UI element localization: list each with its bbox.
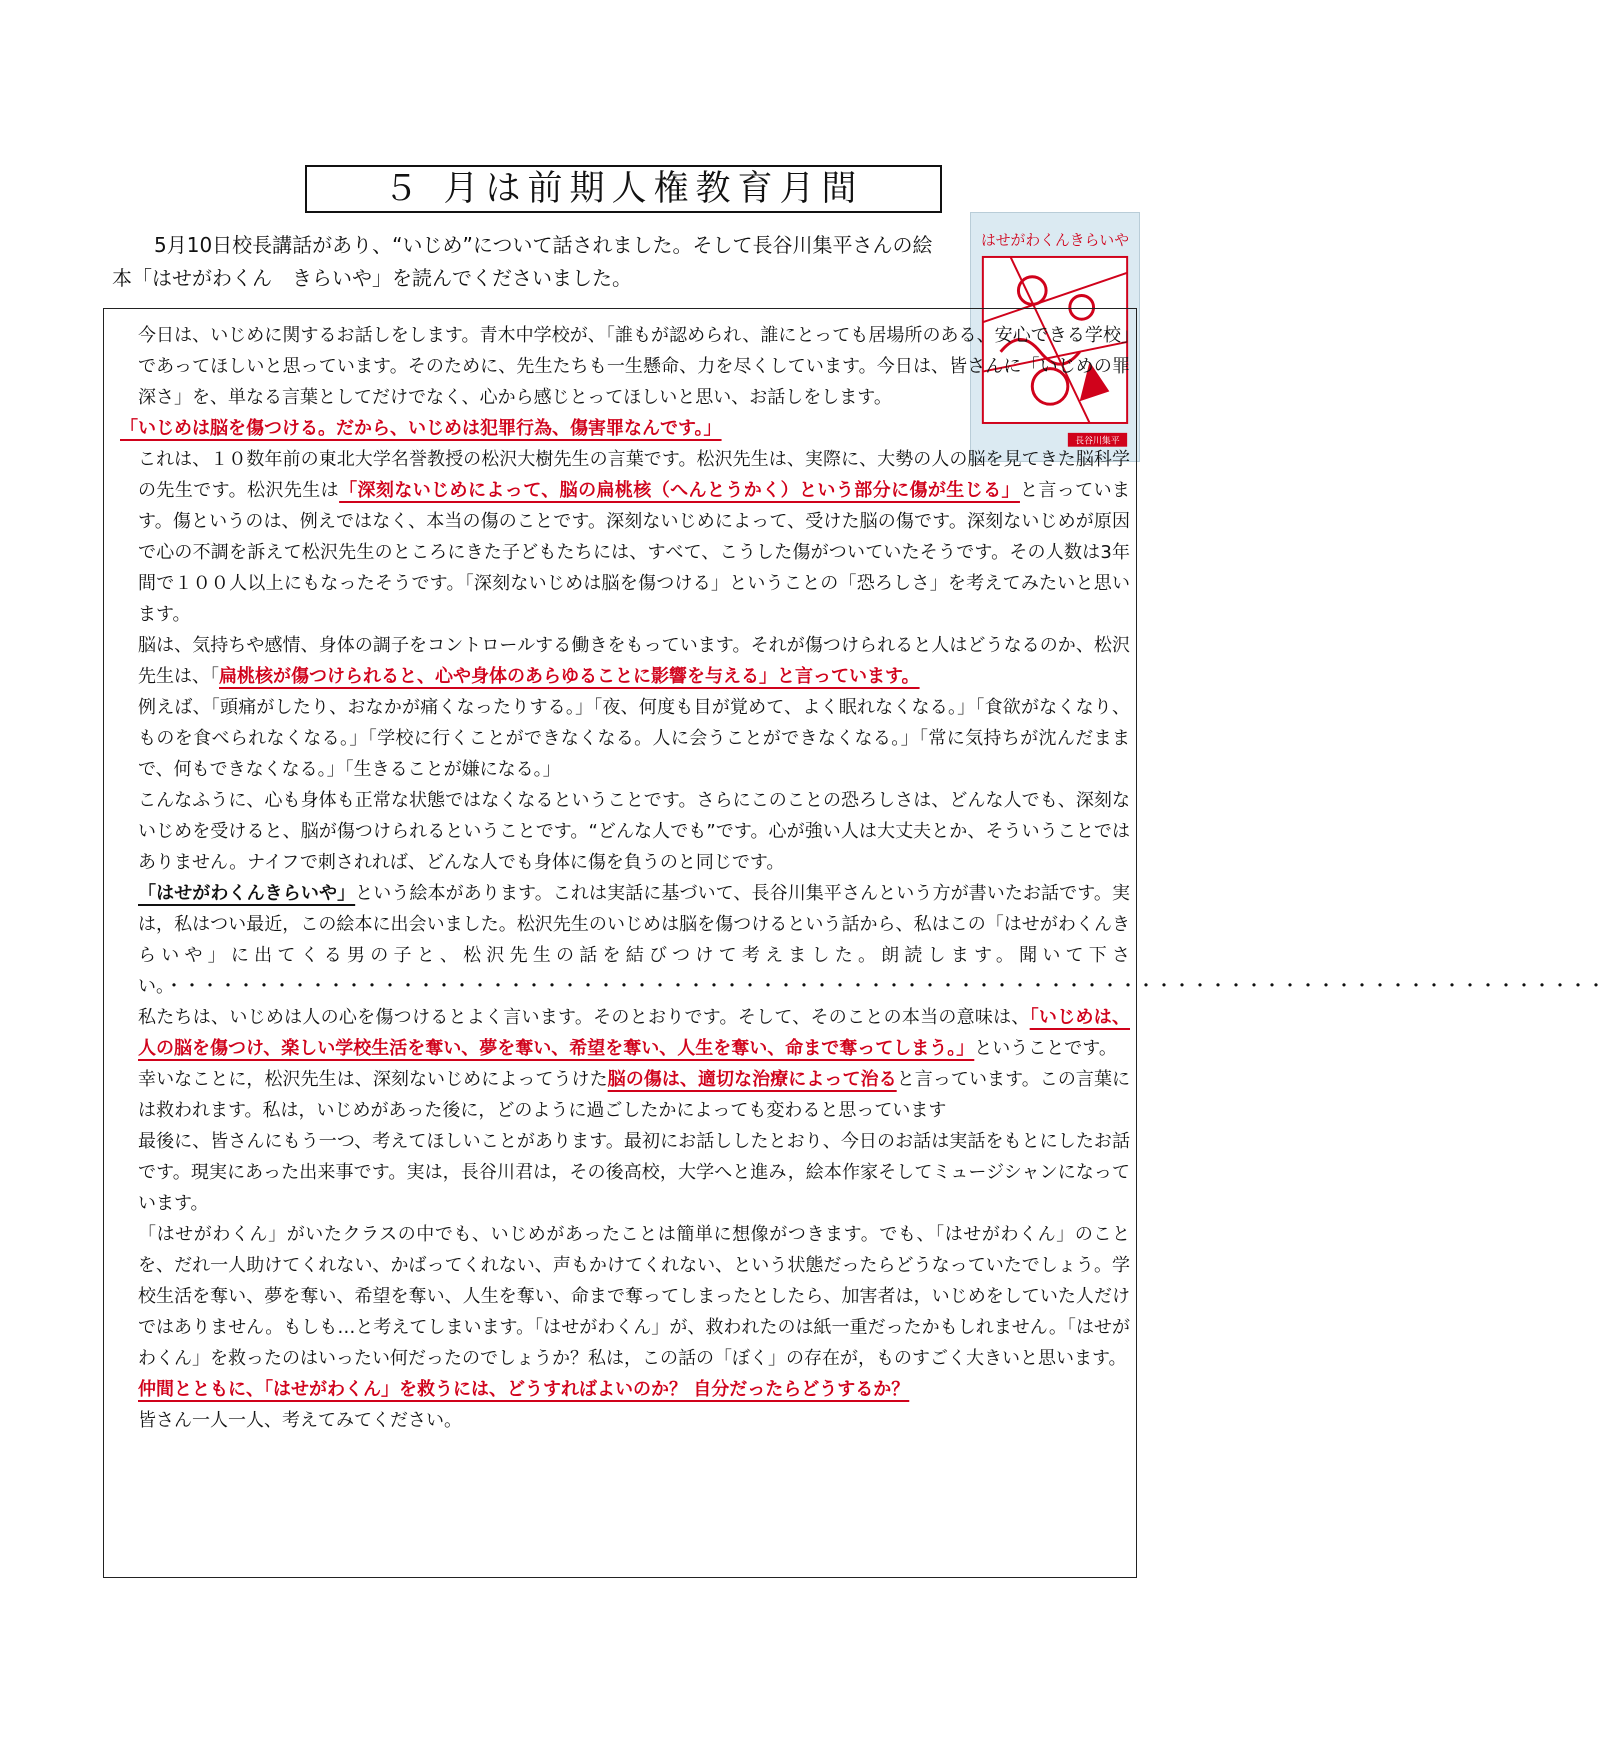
paragraph-8: 幸いなことに，松沢先生は、深刻ないじめによってうけた脳の傷は、適切な治療によって治ると言っています。この言葉には救われます。私は，いじめがあった後に，どのように過ごしたかによっても変わると思っています (138, 1069, 1131, 1121)
cover-title: はせがわくんきらいや (980, 232, 1130, 250)
paragraph-7: 私たちは、いじめは人の心を傷つけるとよく言います。そのとおりです。そして、そのことの本当の意味は、「いじめは、人の脳を傷つけ、楽しい学校生活を奪い、夢を奪い、希望を奪い、人生を奪い、命まで奪ってしまう。」ということです。 (138, 1007, 1130, 1059)
paragraph-2: これは、１０数年前の東北大学名誉教授の松沢大樹先生の言葉です。松沢先生は、実際に、大勢の人の脳を見てきた脳科学の先生です。松沢先生は「深刻ないじめによって、脳の扁桃核（へんとうかく）という部分に傷が生じる」と言っています。傷というのは、例えではなく、本当の傷のことです。深刻ないじめによって、受けた脳の傷です。深刻ないじめが原因で心の不調を訴えて松沢先生のところにきた子どもたちには、すべて、こうした傷がついていたそうです。その人数は3年間で１００人以上にもなったそうです。「深刻ないじめは脳を傷つける」ということの「恐ろしさ」を考えてみたいと思います。 (138, 449, 1131, 625)
paragraph-4: 例えば、「頭痛がしたり、おなかが痛くなったりする。」「夜、何度も目が覚めて、よく眠れなくなる。」「食欲がなくなり、ものを食べられなくなる。」「学校に行くことができなくなる。人に会うことができなくなる。」「常に気持ちが沈んだままで、何もできなくなる。」「生きることが嫌になる。」 (138, 697, 1130, 780)
paragraph-1: 今日は、いじめに関するお話しをします。青木中学校が、「誰もが認められ、誰にとっても居場所のある、安心できる学校」であってほしいと思っています。そのために、先生たちも一生懸命、力を尽くしています。今日は、皆さんに「いじめの罪深さ」を、単なる言葉としてだけでなく、心から感じとってほしいと思い、お話しをします。 (138, 325, 1130, 408)
closing-line: 皆さん一人一人、考えてみてください。 (138, 1410, 462, 1431)
paragraph-6: 「はせがわくんきらいや」という絵本があります。これは実話に基づいて、長谷川集平さんという方が書いたお話です。実は，私はつい最近，この絵本に出会いました。松沢先生のいじめは脳を傷つけるという話から、私はこの「はせがわくんきらいや」に出てくる男の子と、松沢先生の話を結びつけて考えました。朗読します。聞いて下さい。・・・・・・・・・・・・・・・・・・・・・・・・・・・・・・・・・・・・・・・・・・・・・・・・・・・・・・・・・・・・・・・・・・・・・・・・・・・・・・・・ (138, 883, 1605, 997)
intro-text (112, 229, 952, 295)
quote-1: 「いじめは脳を傷つける。だから、いじめは犯罪行為、傷害罪なんです。」 (120, 418, 722, 439)
paragraph-9: 最後に、皆さんにもう一つ、考えてほしいことがあります。最初にお話ししたとおり、今日のお話は実話をもとにしたお話です。現実にあった出来事です。実は，長谷川君は，その後高校，大学へと進み，絵本作家そしてミュージシャンになっています。 (138, 1131, 1130, 1214)
page-title: ５ 月は前期人権教育月間 (305, 165, 942, 213)
cover-author: 長谷川集平 (1075, 436, 1120, 447)
paragraph-3: 脳は、気持ちや感情、身体の調子をコントロールする働きをもっています。それが傷つけられると人はどうなるのか、松沢先生は、「扁桃核が傷つけられると、心や身体のあらゆることに影響を与える」と言っています。 (138, 635, 1130, 687)
intro-body: 5月10日校長講話があり、“いじめ”について話されました。そして長谷川集平さんの絵本「はせがわくん きらいや」を読んでくださいました。 (112, 233, 933, 290)
speech-text (120, 320, 1605, 1436)
paragraph-10: 「はせがわくん」がいたクラスの中でも、いじめがあったことは簡単に想像がつきます。でも、「はせがわくん」のことを、だれ一人助けてくれない、かばってくれない、声もかけてくれない、という状態だったらどうなっていたでしょう。学校生活を奪い、夢を奪い、希望を奪い、人生を奪い、命まで奪ってしまったとしたら、加害者は，いじめをしていた人だけではありません。もしも…と考えてしまいます。「はせがわくん」が、救われたのは紙一重だったかもしれません。「はせがわくん」を救ったのはいったい何だったのでしょうか？私は，この話の「ぼく」の存在が，ものすごく大きいと思います。 (138, 1224, 1130, 1369)
closing-question: 仲間とともに、「はせがわくん」を救うには、どうすればよいのか？ 自分だったらどうするか？ (138, 1379, 910, 1400)
paragraph-5: こんなふうに、心も身体も正常な状態ではなくなるということです。さらにこのことの恐ろしさは、どんな人でも、深刻ないじめを受けると、脳が傷つけられるということです。“どんな人でも”です。心が強い人は大丈夫とか、そういうことではありません。ナイフで刺されれば、どんな人でも身体に傷を負うのと同じです。 (138, 790, 1130, 873)
